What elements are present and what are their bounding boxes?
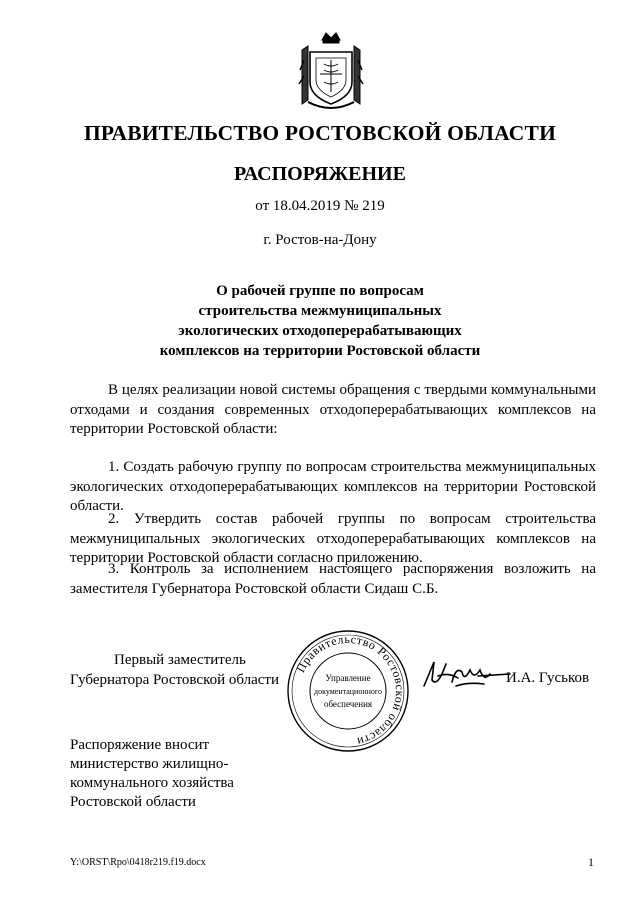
subject-line: строительства межмуниципальных bbox=[198, 303, 442, 319]
official-seal bbox=[285, 628, 411, 754]
submitter-note bbox=[70, 736, 234, 812]
seal-center-line: Управление bbox=[325, 673, 371, 683]
note-line: коммунального хозяйства bbox=[70, 775, 234, 791]
order-item-1: 1. Создать рабочую группу по вопросам строительства межмуниципальных экологических отходоперерабатывающих комплексов на территории Ростовской области. bbox=[70, 459, 596, 514]
order-item-3: 3. Контроль за исполнением настоящего распоряжения возложить на заместителя Губернатора Ростовской области Сидаш С.Б. bbox=[70, 561, 596, 597]
seal-center-line: документационного bbox=[314, 687, 382, 696]
note-line: Распоряжение вносит bbox=[70, 737, 210, 753]
signatory-position bbox=[70, 651, 279, 690]
footer-page-number: 1 bbox=[588, 855, 594, 869]
coat-of-arms-icon bbox=[296, 30, 366, 116]
seal-ring-text: Правительство Ростовской области bbox=[293, 631, 408, 750]
document-subject bbox=[0, 281, 640, 361]
intro-paragraph: В целях реализации новой системы обращения с твердыми коммунальными отходами и создания современных отходоперерабатывающих комплексов на территории Ростовской области: bbox=[70, 382, 596, 437]
subject-line: экологических отходоперерабатывающих bbox=[178, 323, 462, 339]
signatory-name: И.А. Гуськов bbox=[506, 670, 590, 686]
order-item-2: 2. Утвердить состав рабочей группы по вопросам строительства межмуниципальных экологических отходоперерабатывающих комплексов на территории Ростовской области согласно приложению. bbox=[70, 511, 596, 566]
seal-center-line: обеспечения bbox=[323, 699, 373, 709]
subject-line: комплексов на территории Ростовской области bbox=[159, 343, 481, 359]
position-line: Первый заместитель bbox=[114, 652, 246, 668]
note-line: Ростовской области bbox=[70, 794, 196, 810]
handwritten-signature-icon bbox=[418, 656, 514, 692]
document-date-number: от 18.04.2019 № 219 bbox=[255, 198, 385, 214]
footer-file-path: Y:\ORST\Rpo\0418r219.f19.docx bbox=[70, 857, 206, 868]
note-line: министерство жилищно- bbox=[70, 756, 229, 772]
subject-line: О рабочей группе по вопросам bbox=[216, 283, 424, 299]
document-type: РАСПОРЯЖЕНИЕ bbox=[234, 163, 406, 185]
organization-title: ПРАВИТЕЛЬСТВО РОСТОВСКОЙ ОБЛАСТИ bbox=[83, 121, 556, 145]
position-line: Губернатора Ростовской области bbox=[70, 671, 280, 688]
document-city: г. Ростов-на-Дону bbox=[263, 232, 377, 248]
